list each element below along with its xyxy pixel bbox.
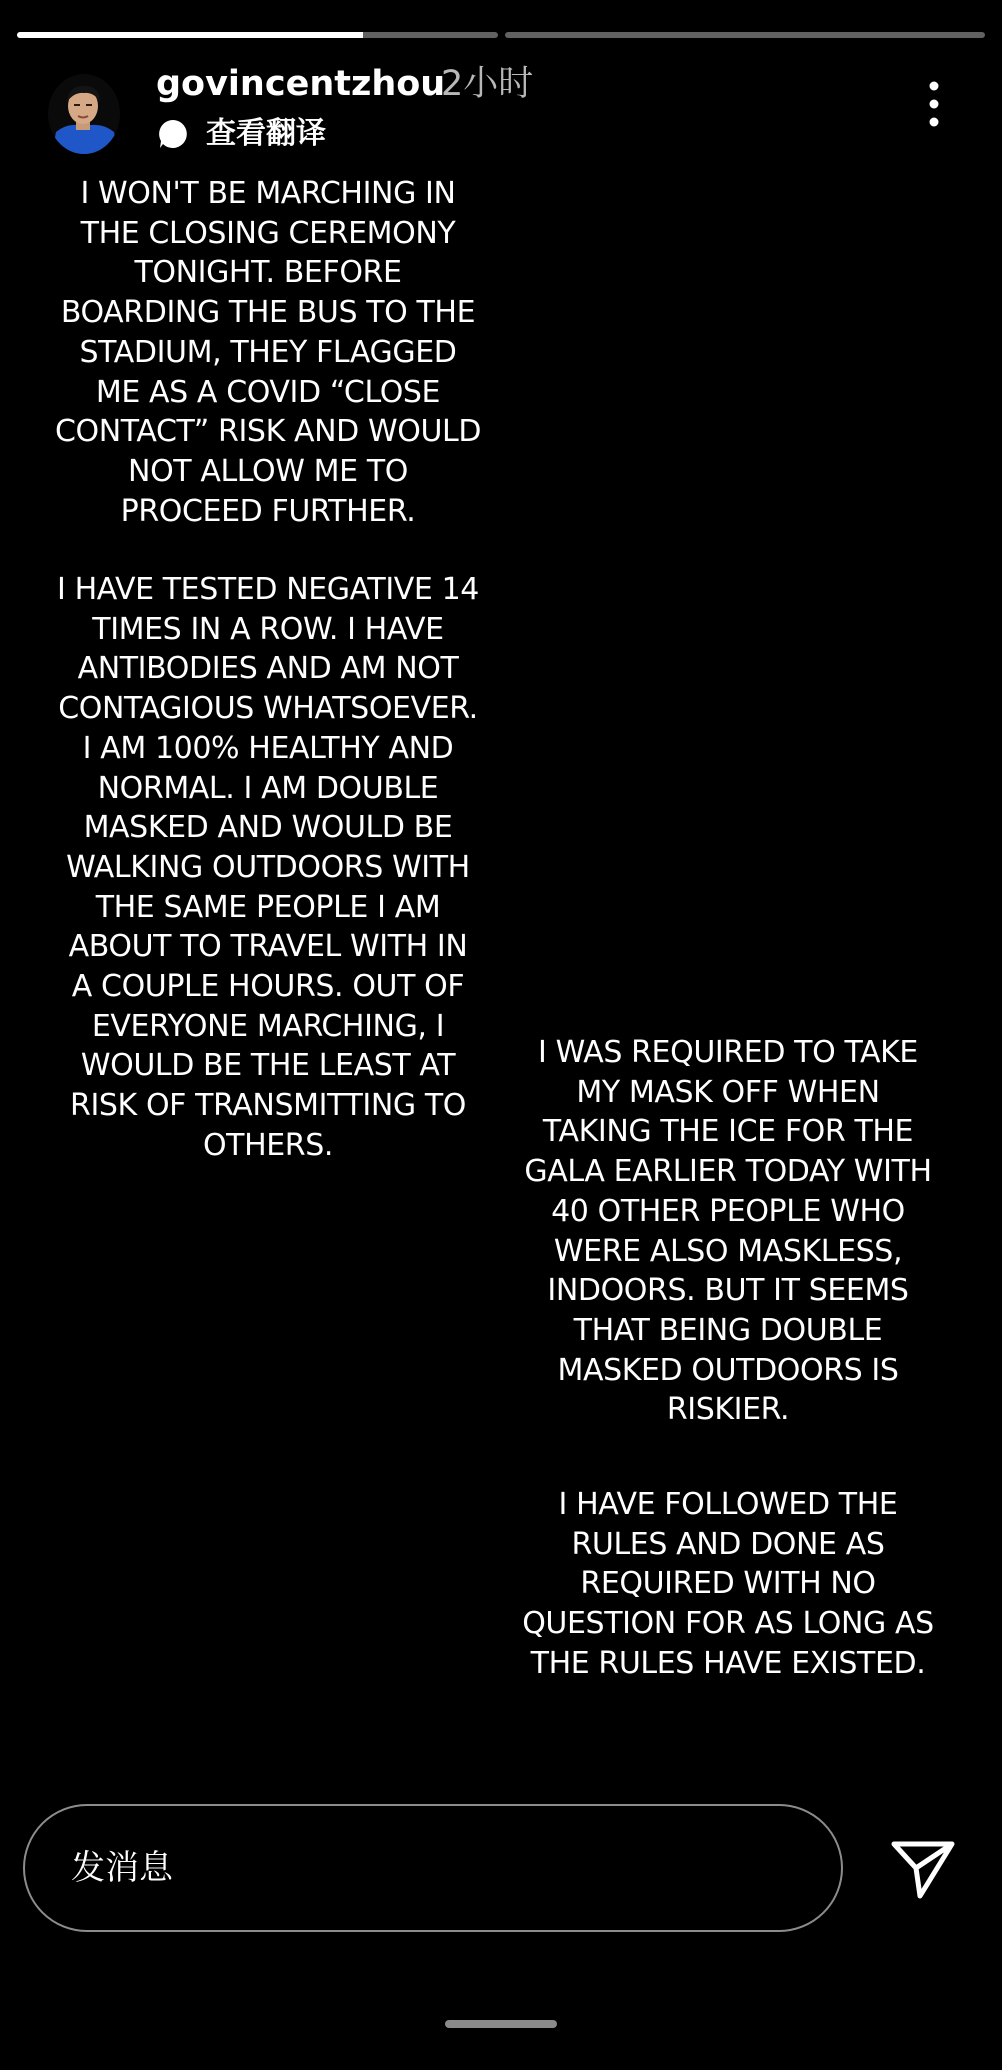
send-message-input[interactable] [23,1804,843,1932]
story-progress-bar-2 [505,32,985,38]
profile-avatar[interactable] [48,74,120,154]
story-text-right-paragraph-1: I WAS REQUIRED TO TAKE MY MASK OFF WHEN TAKING THE ICE FOR THE GALA EARLIER TODAY WITH 40 OTHER PEOPLE WHO WERE ALSO MASKLESS, INDOORS. BUT IT SEEMS THAT BEING DOUBLE MASKED OUTDOORS IS RISKIER. [524,1035,932,1428]
home-indicator[interactable] [445,2020,557,2028]
story-progress-bar-1 [17,32,498,38]
more-vertical-icon[interactable] [920,78,948,130]
see-translation-button[interactable] [156,112,326,156]
avatar-image [48,74,120,154]
story-text-right-paragraph-2: I HAVE FOLLOWED THE RULES AND DONE AS REQUIRED WITH NO QUESTION FOR AS LONG AS THE RULES HAVE EXISTED. [522,1487,934,1681]
story-text-left-paragraph-1: I WON'T BE MARCHING IN THE CLOSING CEREMONY TONIGHT. BEFORE BOARDING THE BUS TO THE STADIUM, THEY FLAGGED ME AS A COVID “CLOSE CONTACT” RISK AND WOULD NOT ALLOW ME TO PROCEED FURTHER. [54,176,482,529]
story-progress-fill-1 [17,32,363,38]
translate-bubble-icon [156,117,190,151]
see-translation-label: 查看翻译 [206,116,326,151]
story-text-left-paragraph-2: I HAVE TESTED NEGATIVE 14 TIMES IN A ROW. I HAVE ANTIBODIES AND AM NOT CONTAGIOUS WHATSOEVER. I AM 100% HEALTHY AND NORMAL. I AM DOUBLE MASKED AND WOULD BE WALKING OUTDOORS WITH THE SAME PEOPLE I AM ABOUT TO TRAVEL WITH IN A COUPLE HOURS. OUT OF EVERYONE MARCHING, I WOULD BE THE LEAST AT RISK OF TRANSMITTING TO OTHERS. [57,572,479,1163]
story-timestamp: 2小时 [441,64,534,104]
paper-plane-send-icon[interactable] [890,1838,956,1900]
username[interactable]: govincentzhou [156,64,446,104]
